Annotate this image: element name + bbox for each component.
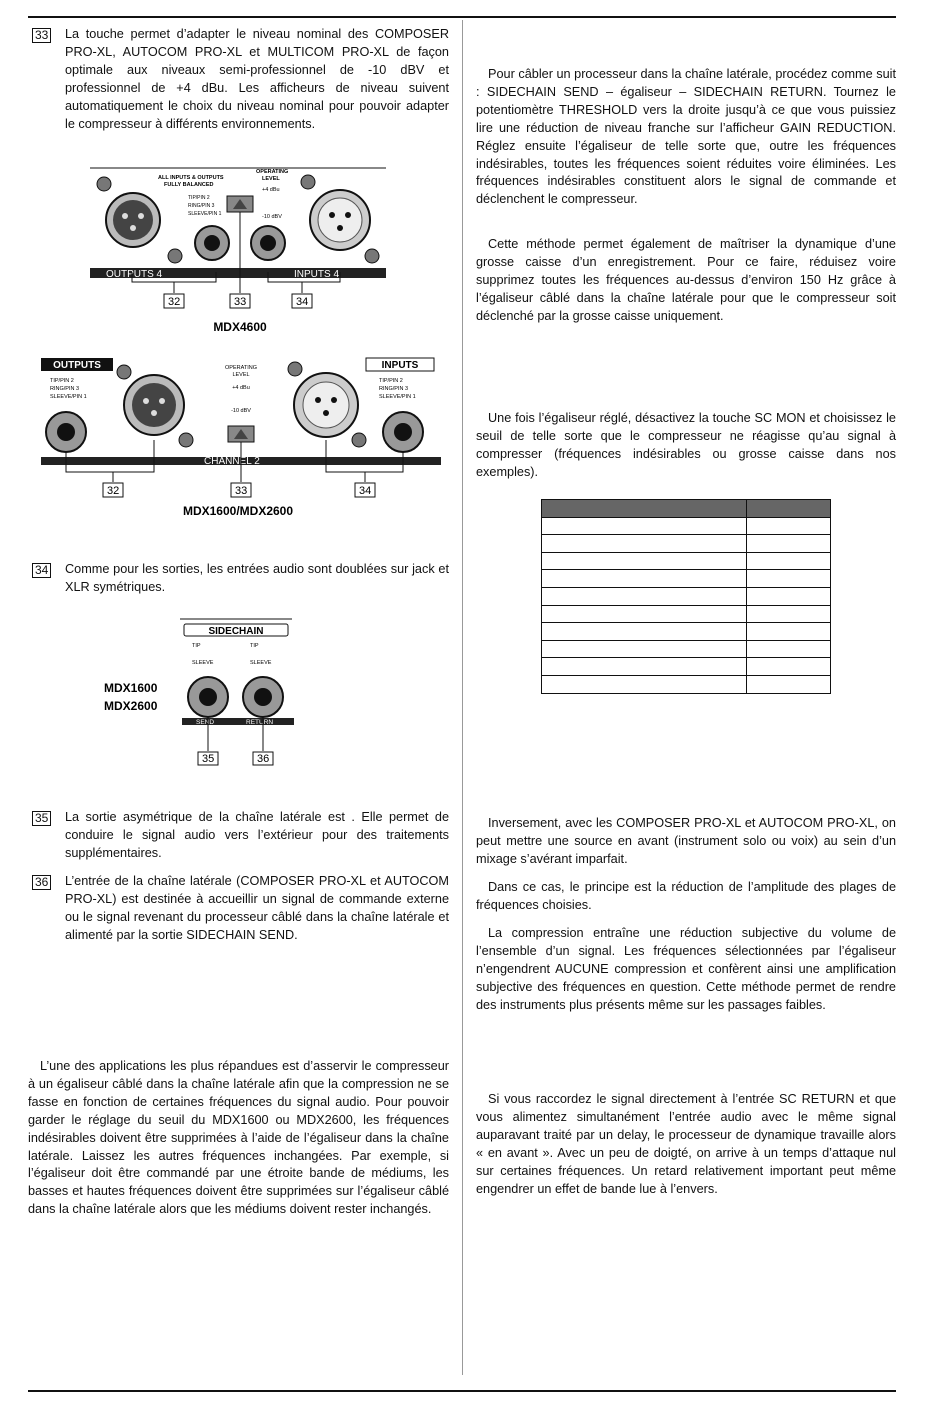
svg-text:INPUTS: INPUTS	[381, 360, 419, 371]
svg-text:TIP: TIP	[192, 643, 201, 649]
screw-icon	[301, 175, 315, 189]
svg-text:34: 34	[359, 485, 372, 497]
inputs-label: INPUTS 4	[294, 269, 340, 280]
svg-text:OPERATING: OPERATING	[225, 365, 257, 371]
svg-text:TIP/PIN 2: TIP/PIN 2	[50, 378, 74, 384]
sidechain-panel-figure	[100, 615, 300, 770]
all-inputs-label: ALL INPUTS & OUTPUTS	[158, 175, 224, 181]
svg-text:+4 dBu: +4 dBu	[232, 385, 250, 391]
item-33-text: La touche permet d’adapter le niveau nominal des COMPOSER PRO-XL, AUTOCOM PRO-XL et MULTICOM PRO-XL de façon optimale aux niveaux semi-professionnel de -10 dBV et professionnel de +4 dBu. Les afficheurs de niveau suivent automatiquement le choix du niveau nominal pour pouvoir adapter le compresseur à différents environnements.	[65, 27, 449, 131]
svg-text:TIP/PIN 2: TIP/PIN 2	[188, 195, 210, 201]
svg-text:-10 dBV: -10 dBV	[262, 214, 282, 220]
svg-text:RING/PIN 3: RING/PIN 3	[379, 386, 409, 392]
item-number-33: 33	[32, 28, 51, 43]
mdx4600-panel-figure	[90, 160, 390, 340]
item-number-36: 36	[32, 875, 51, 890]
screw-icon	[365, 249, 379, 263]
svg-text:+4 dBu: +4 dBu	[262, 187, 280, 193]
svg-text:SEND: SEND	[196, 719, 215, 726]
svg-text:CHANNEL 2: CHANNEL 2	[204, 456, 260, 467]
svg-text:SIDECHAIN: SIDECHAIN	[208, 626, 264, 637]
screw-icon	[352, 433, 366, 447]
svg-text:32: 32	[168, 296, 181, 308]
column-separator	[462, 20, 463, 1375]
svg-text:36: 36	[257, 753, 270, 765]
svg-text:-10 dBV: -10 dBV	[231, 408, 251, 414]
frequency-table	[541, 499, 831, 694]
svg-text:SLEEVE/PIN 1: SLEEVE/PIN 1	[379, 394, 416, 400]
svg-text:33: 33	[234, 296, 247, 308]
item-number-35: 35	[32, 811, 51, 826]
right-paragraph-5: Dans ce cas, le principe est la réduction de l’amplitude des plages de fréquences choisies.	[476, 880, 896, 912]
svg-text:RING/PIN 3: RING/PIN 3	[188, 203, 215, 209]
right-paragraph-2: Cette méthode permet également de maîtriser la dynamique d’une grosse caisse d’un enregistrement. Pour ce faire, réduisez voire supprimez toutes les fréquences au-dessus d’environ 150 Hz grâce à l’égaliseur câblé dans la chaîne latérale pour que le compresseur soit déclenché par la grosse caisse uniquement.	[476, 237, 896, 323]
figure-caption-mdx4600: MDX4600	[213, 320, 267, 334]
screw-icon	[288, 362, 302, 376]
svg-text:SLEEVE: SLEEVE	[250, 660, 272, 666]
item-35-text: La sortie asymétrique de la chaîne latérale est . Elle permet de conduire le signal audio vers l’extérieur pour des traitements supplémentaires.	[65, 810, 449, 860]
svg-text:OUTPUTS: OUTPUTS	[53, 360, 101, 371]
svg-text:SLEEVE/PIN 1: SLEEVE/PIN 1	[50, 394, 87, 400]
svg-text:33: 33	[235, 485, 248, 497]
top-rule	[28, 16, 896, 18]
svg-text:TIP/PIN 2: TIP/PIN 2	[379, 378, 403, 384]
svg-text:OPERATING: OPERATING	[256, 169, 289, 175]
svg-text:35: 35	[202, 753, 215, 765]
svg-text:SLEEVE/PIN 1: SLEEVE/PIN 1	[188, 211, 222, 217]
svg-text:RING/PIN 3: RING/PIN 3	[50, 386, 80, 392]
screw-icon	[168, 249, 182, 263]
svg-text:SLEEVE: SLEEVE	[192, 660, 214, 666]
right-paragraph-4: Inversement, avec les COMPOSER PRO-XL et AUTOCOM PRO-XL, on peut mettre une source en avant (instrument solo ou voix) au sein d’un mixage s’avérant imparfait.	[476, 816, 896, 866]
figure-caption-mdx1600-2600: MDX1600/MDX2600	[182, 504, 294, 518]
svg-text:RETURN: RETURN	[246, 719, 274, 726]
svg-text:TIP: TIP	[250, 643, 259, 649]
screw-icon	[117, 365, 131, 379]
svg-text:LEVEL: LEVEL	[232, 372, 250, 378]
svg-text:LEVEL: LEVEL	[262, 176, 280, 182]
svg-text:32: 32	[107, 485, 120, 497]
item-34-text: Comme pour les sorties, les entrées audio sont doublées sur jack et XLR symétriques.	[65, 562, 449, 594]
screw-icon	[97, 177, 111, 191]
item-number-34: 34	[32, 563, 51, 578]
svg-text:MDX1600: MDX1600	[104, 681, 158, 695]
svg-text:MDX2600: MDX2600	[104, 699, 158, 713]
right-paragraph-3: Une fois l’égaliseur réglé, désactivez la touche SC MON et choisissez le seuil de telle sorte que le compresseur ne réagisse qu’au signal à compresser (fréquences indésirables ou grosse caisse dans nos exemples).	[476, 411, 896, 479]
fully-balanced-label: FULLY BALANCED	[164, 182, 214, 188]
screw-icon	[179, 433, 193, 447]
sidechain-application-paragraph: L’une des applications les plus répandues est d’asservir le compresseur à un égaliseur câblé dans la chaîne latérale afin que la compression ne se fasse en fonction de certaines fréquences du signal audio. Pour pouvoir garder le réglage du seuil du MDX1600 ou MDX2600, les fréquences indésirables doivent être supprimées à l’aide de l’égaliseur dans la chaîne latérale. Laissez les autres fréquences inchangées. Par exemple, si l’égaliseur doit être commandé par une étroite bande de médiums, les basses et hautes fréquences doivent être supprimées sur l’égaliseur câblé dans la chaîne latérale alors que les médiums doivent rester inchangés.	[28, 1059, 449, 1217]
svg-text:34: 34	[296, 296, 309, 308]
right-paragraph-1: Pour câbler un processeur dans la chaîne latérale, procédez comme suit : SIDECHAIN SEND – égaliseur – SIDECHAIN RETURN. Tournez le potentiomètre THRESHOLD vers la droite jusqu’à ce que vous puissiez lire une réduction de niveau franche sur l’afficheur GAIN REDUCTION. Réglez ensuite l’égaliseur de telle sorte que, outre les fréquences indésirables, toutes les fréquences soient réduites voire éliminées. Les fréquences indésirables constituent alors le signal de commande et déclenchent le compresseur.	[476, 67, 896, 207]
item-36-text: L’entrée de la chaîne latérale (COMPOSER PRO-XL et AUTOCOM PRO-XL) est destinée à accueillir un signal de commande externe ou le signal revenant du processeur câblé dans la chaîne latérale et alimenté par la sortie SIDECHAIN SEND.	[65, 874, 449, 942]
mdx1600-2600-panel-figure	[36, 352, 446, 524]
outputs-label: OUTPUTS 4	[106, 269, 163, 280]
bottom-rule	[28, 1390, 896, 1392]
right-paragraph-6: La compression entraîne une réduction subjective du volume de l’ensemble d’un signal. Les fréquences sélectionnées par l’égaliseur n’engendrent AUCUNE compression et confèrent ainsi une amplification subjective des fréquences en question. Cette méthode permet de rendre des instruments plus présents même sur les passages faibles.	[476, 926, 896, 1012]
right-paragraph-7: Si vous raccordez le signal directement à l’entrée SC RETURN et que vous alimentez simultanément l’entrée audio avec le même signal auparavant traité par un delay, le processeur de dynamique travaille alors « en avant ». Avec un peu de doigté, on arrive à un temps d’attaque nul sur certaines fréquences. Un retard relativement important peut même engendrer un effet de bande lue à l’envers.	[476, 1092, 896, 1196]
